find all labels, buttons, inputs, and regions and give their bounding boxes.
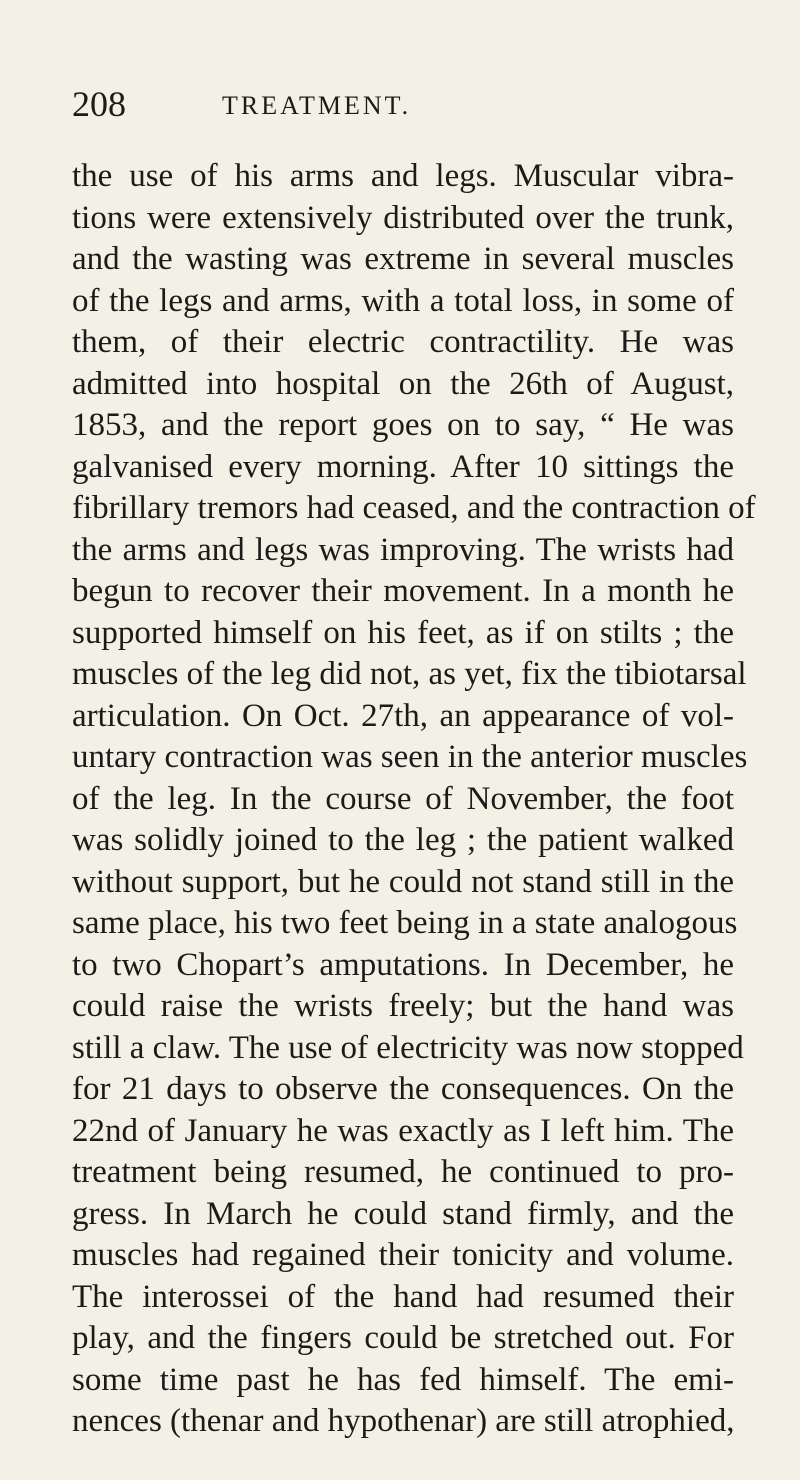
text-line: play, and the fingers could be stretched out. For [72,1320,734,1356]
text-line: The interossei of the hand had resumed their [72,1278,734,1315]
text-line: untary contraction was seen in the anterior muscles [72,739,748,775]
text-line: of the legs and arms, with a total loss, in some of [72,282,734,319]
page-number: 208 [72,84,126,124]
text-line: gress. In March he could stand firmly, and the [72,1195,734,1232]
text-line: begun to recover their movement. In a month he [72,573,734,609]
text-line: the arms and legs was improving. The wrists had [72,531,734,568]
text-line: articulation. On Oct. 27th, an appearance of vol- [72,697,734,734]
text-line: was solidly joined to the leg ; the patient walked [72,822,734,858]
text-line: them, of their electric contractility. He was [72,324,734,360]
page-header [72,84,732,124]
text-line: fibrillary tremors had ceased, and the contraction of [72,490,756,526]
text-line: treatment being resumed, he continued to pro- [72,1154,734,1190]
text-line: nences (thenar and hypothenar) are still atrophied, [72,1403,735,1439]
text-line: to two Chopart’s amputations. In December, he [72,946,734,983]
text-line: still a claw. The use of electricity was now stopped [72,1029,744,1066]
body-text [72,156,756,1443]
text-line: the use of his arms and legs. Muscular vibra- [72,158,734,194]
text-line: muscles of the leg did not, as yet, fix the tibiotarsal [72,656,747,692]
running-head: TREATMENT. [222,91,412,120]
text-line: galvanised every morning. After 10 sittings the [72,448,734,485]
text-line: and the wasting was extreme in several muscles [72,241,734,277]
text-line: for 21 days to observe the consequences. On the [72,1071,734,1107]
text-line: 22nd of January he was exactly as I left him. The [72,1112,734,1149]
text-line: tions were extensively distributed over the trunk, [72,199,734,236]
text-line: muscles had regained their tonicity and volume. [72,1237,734,1273]
text-line: 1853, and the report goes on to say, “ He was [72,407,734,443]
text-line: same place, his two feet being in a state analogous [72,905,738,941]
text-line: could raise the wrists freely; but the hand was [72,988,734,1024]
text-line: supported himself on his feet, as if on stilts ; the [72,614,734,651]
text-line: some time past he has fed himself. The emi- [72,1361,734,1398]
text-line: of the leg. In the course of November, the foot [72,780,734,817]
text-line: admitted into hospital on the 26th of August, [72,365,734,402]
text-line: without support, but he could not stand still in the [72,863,734,900]
